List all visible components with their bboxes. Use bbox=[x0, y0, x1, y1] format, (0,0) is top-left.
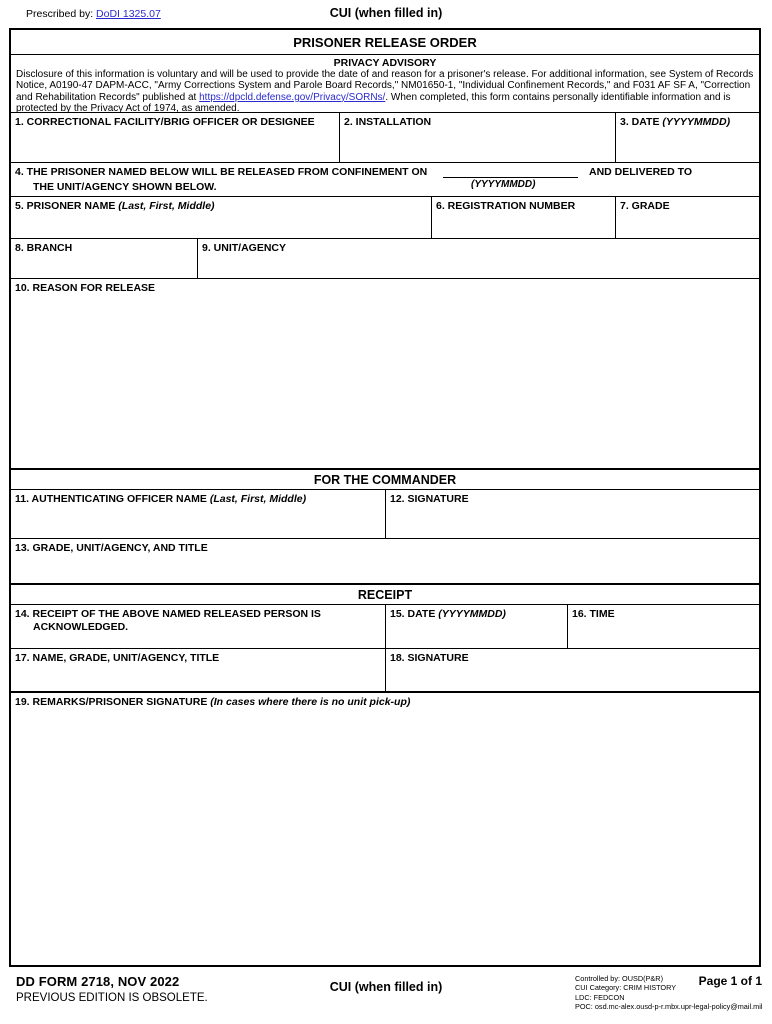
field-11-format: (Last, First, Middle) bbox=[209, 493, 307, 505]
row-fields-14-15-16 bbox=[11, 605, 759, 649]
previous-edition-note: PREVIOUS EDITION IS OBSOLETE. bbox=[16, 992, 208, 1004]
row-fields-1-2-3 bbox=[11, 113, 759, 163]
row-fields-11-12 bbox=[11, 490, 759, 539]
field-14-line-2: ACKNOWLEDGED. bbox=[33, 621, 129, 633]
field-15-label bbox=[390, 608, 567, 621]
controlled-by-line: Controlled by: OUSD(P&R) bbox=[575, 974, 663, 983]
for-the-commander-band: FOR THE COMMANDER bbox=[11, 470, 759, 490]
field-5-label bbox=[15, 200, 431, 213]
row-fields-17-18 bbox=[11, 649, 759, 693]
row-fields-8-9 bbox=[11, 239, 759, 279]
cui-header-marking: CUI (when filled in) bbox=[329, 6, 443, 20]
field-13-label: 13. GRADE, UNIT/AGENCY, AND TITLE bbox=[15, 542, 208, 554]
form-body bbox=[9, 28, 761, 967]
prescribed-by-label: Prescribed by: bbox=[26, 8, 97, 20]
field-8-branch[interactable] bbox=[11, 239, 197, 278]
field-3-format: (YYYYMMDD) bbox=[662, 116, 731, 128]
privacy-advisory-heading: PRIVACY ADVISORY bbox=[333, 57, 437, 69]
field-17-name-grade-unit-title[interactable] bbox=[11, 649, 385, 691]
field-19-format: (In cases where there is no unit pick-up) bbox=[210, 696, 411, 708]
field-6-label: 6. REGISTRATION NUMBER bbox=[436, 200, 576, 212]
field-2-label: 2. INSTALLATION bbox=[344, 116, 432, 128]
field-12-signature[interactable] bbox=[385, 490, 759, 538]
field-5-format: (Last, First, Middle) bbox=[118, 200, 215, 212]
privacy-advisory-block bbox=[11, 55, 759, 113]
dodi-reference-link[interactable]: DoDI 1325.07 bbox=[96, 8, 161, 20]
field-15-format: (YYYYMMDD) bbox=[438, 608, 506, 620]
field-11-authenticating-officer-name[interactable] bbox=[11, 490, 385, 538]
privacy-text-part1: Disclosure of this information is voluntary and will be used to provide the date of and reason for a prisoner's release. For additional information, see System of Records Notice, A0190-47 DAPM-ACC, "Army Corrections System and Parole Board Records," NM01650-1, "Individual Confinement Records," and F031 AF SF A, "Correction and Rehabilitation Records" published at bbox=[16, 69, 754, 103]
row-fields-5-6-7 bbox=[11, 197, 759, 239]
field-4-delivered-to-label: AND DELIVERED TO bbox=[589, 166, 693, 178]
field-15-title: 15. DATE bbox=[390, 608, 439, 620]
page-header-strip bbox=[0, 6, 772, 26]
field-9-unit-agency[interactable] bbox=[197, 239, 759, 278]
cui-footer-marking: CUI (when filled in) bbox=[329, 980, 443, 994]
field-7-label: 7. GRADE bbox=[620, 200, 670, 212]
field-11-label bbox=[15, 493, 385, 506]
field-11-title: 11. AUTHENTICATING OFFICER NAME bbox=[15, 493, 210, 505]
field-10-reason-for-release[interactable] bbox=[11, 279, 759, 470]
field-14-line-1: 14. RECEIPT OF THE ABOVE NAMED RELEASED PERSON IS bbox=[15, 608, 321, 620]
privacy-advisory-text bbox=[16, 69, 754, 115]
form-title: PRISONER RELEASE ORDER bbox=[11, 30, 759, 55]
ldc-line: LDC: FEDCON bbox=[575, 992, 625, 1002]
field-1-label: 1. CORRECTIONAL FACILITY/BRIG OFFICER OR DESIGNEE bbox=[15, 116, 315, 128]
field-14-receipt-acknowledged[interactable] bbox=[11, 605, 385, 648]
field-4-line-2: THE UNIT/AGENCY SHOWN BELOW. bbox=[33, 181, 217, 193]
field-3-label bbox=[620, 116, 759, 129]
privacy-text-part2: . When completed, this form contains personally identifiable information and is protected by the Privacy Act of 1974, as amended. bbox=[16, 91, 731, 115]
field-7-grade[interactable] bbox=[615, 197, 759, 238]
field-3-title: 3. DATE bbox=[620, 116, 663, 128]
field-16-time[interactable] bbox=[567, 605, 759, 648]
field-19-remarks-prisoner-signature[interactable] bbox=[11, 693, 759, 925]
page-number: Page 1 of 1 bbox=[698, 974, 762, 988]
field-19-title: 19. REMARKS/PRISONER SIGNATURE bbox=[15, 696, 211, 708]
field-19-label bbox=[15, 696, 759, 709]
poc-line: POC: osd.mc-alex.ousd-p-r.mbx.upr-legal-policy@mail.mil bbox=[575, 1001, 763, 1011]
field-6-registration-number[interactable] bbox=[431, 197, 615, 238]
receipt-band: RECEIPT bbox=[11, 585, 759, 605]
field-18-label: 18. SIGNATURE bbox=[390, 652, 469, 664]
field-18-signature[interactable] bbox=[385, 649, 759, 691]
field-16-label: 16. TIME bbox=[572, 608, 615, 620]
field-3-date[interactable] bbox=[615, 113, 759, 162]
field-12-label: 12. SIGNATURE bbox=[390, 493, 469, 505]
sorns-link[interactable]: https://dpcld.defense.gov/Privacy/SORNs/ bbox=[199, 91, 386, 103]
field-4-line-1: 4. THE PRISONER NAMED BELOW WILL BE RELEASED FROM CONFINEMENT ON bbox=[15, 166, 428, 178]
field-17-label: 17. NAME, GRADE, UNIT/AGENCY, TITLE bbox=[15, 652, 220, 664]
field-5-title: 5. PRISONER NAME bbox=[15, 200, 119, 212]
field-5-prisoner-name[interactable] bbox=[11, 197, 431, 238]
cui-category-line: CUI Category: CRIM HISTORY bbox=[575, 983, 677, 993]
field-13-grade-unit-title[interactable] bbox=[11, 539, 759, 585]
page-footer bbox=[0, 972, 772, 1024]
field-1-correctional-facility[interactable] bbox=[11, 113, 339, 162]
form-number: DD FORM 2718, NOV 2022 bbox=[16, 974, 180, 989]
field-10-label: 10. REASON FOR RELEASE bbox=[15, 282, 156, 294]
field-2-installation[interactable] bbox=[339, 113, 615, 162]
field-4-date-blank[interactable] bbox=[443, 177, 578, 178]
field-8-label: 8. BRANCH bbox=[15, 242, 73, 254]
field-9-label: 9. UNIT/AGENCY bbox=[202, 242, 287, 254]
field-4-date-format: (YYYYMMDD) bbox=[471, 179, 536, 190]
field-4-release-statement[interactable] bbox=[11, 163, 759, 197]
field-15-date[interactable] bbox=[385, 605, 567, 648]
